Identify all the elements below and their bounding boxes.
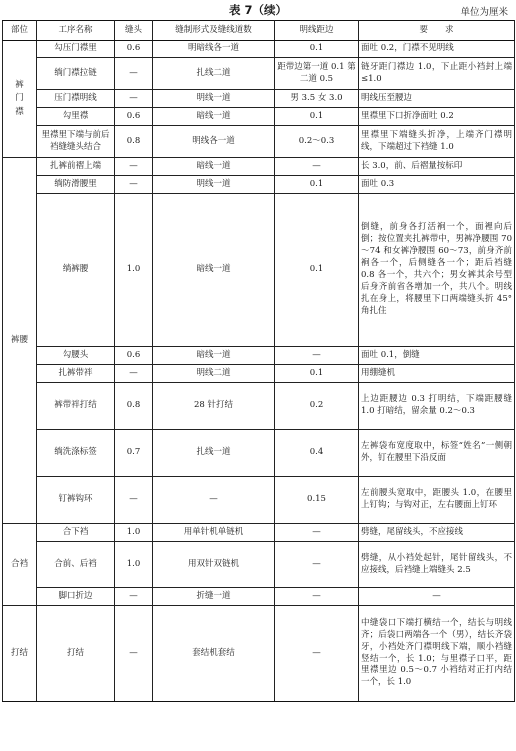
table-row	[3, 365, 515, 383]
requirement-cell: 左裤袋布宽度取中，标签“姓名”一侧朝外，钉在腰里下沿反面	[359, 430, 515, 477]
requirement-cell: 用绷缝机	[359, 365, 515, 383]
process-cell: 扎裤带袢	[37, 365, 115, 383]
header-cell: 要 求	[359, 21, 515, 41]
seam-cell: —	[115, 176, 153, 194]
form-cell: 28 针打结	[153, 383, 275, 430]
process-cell: 勾压门襟里	[37, 41, 115, 58]
requirement-cell: —	[359, 588, 515, 606]
form-cell: 明线各一道	[153, 126, 275, 158]
margin-cell: 0.1	[275, 41, 359, 58]
margin-cell: —	[275, 542, 359, 588]
header-cell: 工序名称	[37, 21, 115, 41]
header-cell: 缝头	[115, 21, 153, 41]
margin-cell: 0.1	[275, 176, 359, 194]
seam-cell: 0.8	[115, 383, 153, 430]
process-cell: 里襟里下端与前后裆缝缝头结合	[37, 126, 115, 158]
form-cell: 暗线一道	[153, 194, 275, 347]
margin-cell: —	[275, 524, 359, 542]
process-cell: 绱防滑腰里	[37, 176, 115, 194]
form-cell: 明线二道	[153, 365, 275, 383]
table-row	[3, 542, 515, 588]
process-cell: 脚口折边	[37, 588, 115, 606]
margin-cell: 0.4	[275, 430, 359, 477]
table-row	[3, 158, 515, 176]
process-cell: 绱裤腰	[37, 194, 115, 347]
process-cell: 勾腰头	[37, 347, 115, 365]
margin-cell: —	[275, 606, 359, 702]
form-cell: 明线一道	[153, 176, 275, 194]
table-row	[3, 41, 515, 58]
requirement-cell: 链牙距门襟边 1.0，下止距小裆封上端≤1.0	[359, 58, 515, 90]
requirement-cell: 劈缝，从小裆处起针，尾针留线头，不应接线，后裆缝上端缝头 2.5	[359, 542, 515, 588]
requirement-cell: 左前腰头宽取中，距腰头 1.0，在腰里上钉钩；与钩对正，左右腰面上钉环	[359, 477, 515, 524]
form-cell: 用双针双链机	[153, 542, 275, 588]
form-cell: 用单针机单链机	[153, 524, 275, 542]
table-title: 表 7（续）	[228, 3, 287, 17]
seam-cell: —	[115, 606, 153, 702]
form-cell: 暗线一道	[153, 158, 275, 176]
part-cell: 打结	[3, 606, 37, 702]
table-row	[3, 588, 515, 606]
form-cell: 折缝一道	[153, 588, 275, 606]
seam-cell: —	[115, 90, 153, 108]
seam-cell: —	[115, 365, 153, 383]
requirement-cell: 上边距腰边 0.3 打明结，下端距腰缝 1.0 打暗结，留余量 0.2～0.3	[359, 383, 515, 430]
process-cell: 扎裤前褶上端	[37, 158, 115, 176]
margin-cell: 男 3.5 女 3.0	[275, 90, 359, 108]
requirement-cell: 面吐 0.1，倒缝	[359, 347, 515, 365]
margin-cell: 距带边第一道 0.1 第二道 0.5	[275, 58, 359, 90]
margin-cell: 0.1	[275, 108, 359, 126]
process-cell: 钉裤钩环	[37, 477, 115, 524]
table-row	[3, 347, 515, 365]
unit-label: 单位为厘米	[460, 7, 508, 18]
process-cell: 裤带袢打结	[37, 383, 115, 430]
form-cell: 套结机套结	[153, 606, 275, 702]
form-cell: 暗线一道	[153, 108, 275, 126]
seam-cell: 1.0	[115, 524, 153, 542]
process-cell: 勾里襟	[37, 108, 115, 126]
table-row	[3, 430, 515, 477]
header-cell: 明线距边	[275, 21, 359, 41]
header-cell: 缝制形式及缝线道数	[153, 21, 275, 41]
process-table	[2, 20, 515, 702]
form-cell: 明暗线各一道	[153, 41, 275, 58]
table-row	[3, 194, 515, 347]
part-cell: 裤门襟	[3, 41, 37, 158]
table-row	[3, 383, 515, 430]
requirement-cell: 面吐 0.2，门襟不见明线	[359, 41, 515, 58]
seam-cell: —	[115, 58, 153, 90]
margin-cell: 0.15	[275, 477, 359, 524]
process-cell: 合下裆	[37, 524, 115, 542]
table-row	[3, 58, 515, 90]
process-cell: 绱洗涤标签	[37, 430, 115, 477]
process-cell: 绱门襟拉链	[37, 58, 115, 90]
seam-cell: 0.6	[115, 108, 153, 126]
margin-cell: 0.1	[275, 365, 359, 383]
margin-cell: —	[275, 347, 359, 365]
requirement-cell: 倒缝，前身各打活裥一个，面裡向后倒；按位置夹扎裤带中，男裤净腰围 70～74 和女裤净腰围 60～73，前身齐前裥各一个，后侧缝各一个；距后裆缝 0.8 各一个，共六个；男女裤其余号型后身齐前省各增加一个，共八个。明线扎在身上，将腰里下口两端缝头折 45°角扎住	[359, 194, 515, 347]
table-row	[3, 90, 515, 108]
seam-cell: 0.6	[115, 347, 153, 365]
requirement-cell: 里襟里下端缝头折净，上端齐门襟明线，下端超过下裆缝 1.0	[359, 126, 515, 158]
margin-cell: —	[275, 158, 359, 176]
seam-cell: —	[115, 477, 153, 524]
table-header-row	[3, 21, 515, 41]
seam-cell: 0.7	[115, 430, 153, 477]
margin-cell: 0.2	[275, 383, 359, 430]
form-cell: 扎线二道	[153, 58, 275, 90]
seam-cell: 0.8	[115, 126, 153, 158]
seam-cell: 1.0	[115, 542, 153, 588]
table-row	[3, 108, 515, 126]
requirement-cell: 明线压至腰边	[359, 90, 515, 108]
form-cell: —	[153, 477, 275, 524]
form-cell: 暗线一道	[153, 347, 275, 365]
header-cell: 部位	[3, 21, 37, 41]
seam-cell: —	[115, 158, 153, 176]
form-cell: 扎线一道	[153, 430, 275, 477]
seam-cell: 0.6	[115, 41, 153, 58]
margin-cell: —	[275, 588, 359, 606]
table-row	[3, 606, 515, 702]
process-cell: 压门襟明线	[37, 90, 115, 108]
process-cell: 合前、后裆	[37, 542, 115, 588]
margin-cell: 0.1	[275, 194, 359, 347]
requirement-cell: 中缝袋口下端打横结一个，结长与明线齐；后袋口两端各一个（男），结长齐袋牙，小裆处齐门襟明线下端，顺小裆缝竖结一个，长 1.0；与里襟子口平，距里襟里边 0.5～0.7 小裆结对正打内结一个，长 1.0	[359, 606, 515, 702]
requirement-cell: 劈缝，尾留线头，不应接线	[359, 524, 515, 542]
form-cell: 明线一道	[153, 90, 275, 108]
table-row	[3, 126, 515, 158]
requirement-cell: 里襟里下口折净面吐 0.2	[359, 108, 515, 126]
process-cell: 打结	[37, 606, 115, 702]
part-cell: 合裆	[3, 524, 37, 606]
requirement-cell: 面吐 0.3	[359, 176, 515, 194]
table-row	[3, 477, 515, 524]
seam-cell: 1.0	[115, 194, 153, 347]
table-row	[3, 524, 515, 542]
table-row	[3, 176, 515, 194]
requirement-cell: 长 3.0，前、后褶量按标印	[359, 158, 515, 176]
margin-cell: 0.2～0.3	[275, 126, 359, 158]
part-cell: 裤腰	[3, 158, 37, 524]
seam-cell: —	[115, 588, 153, 606]
